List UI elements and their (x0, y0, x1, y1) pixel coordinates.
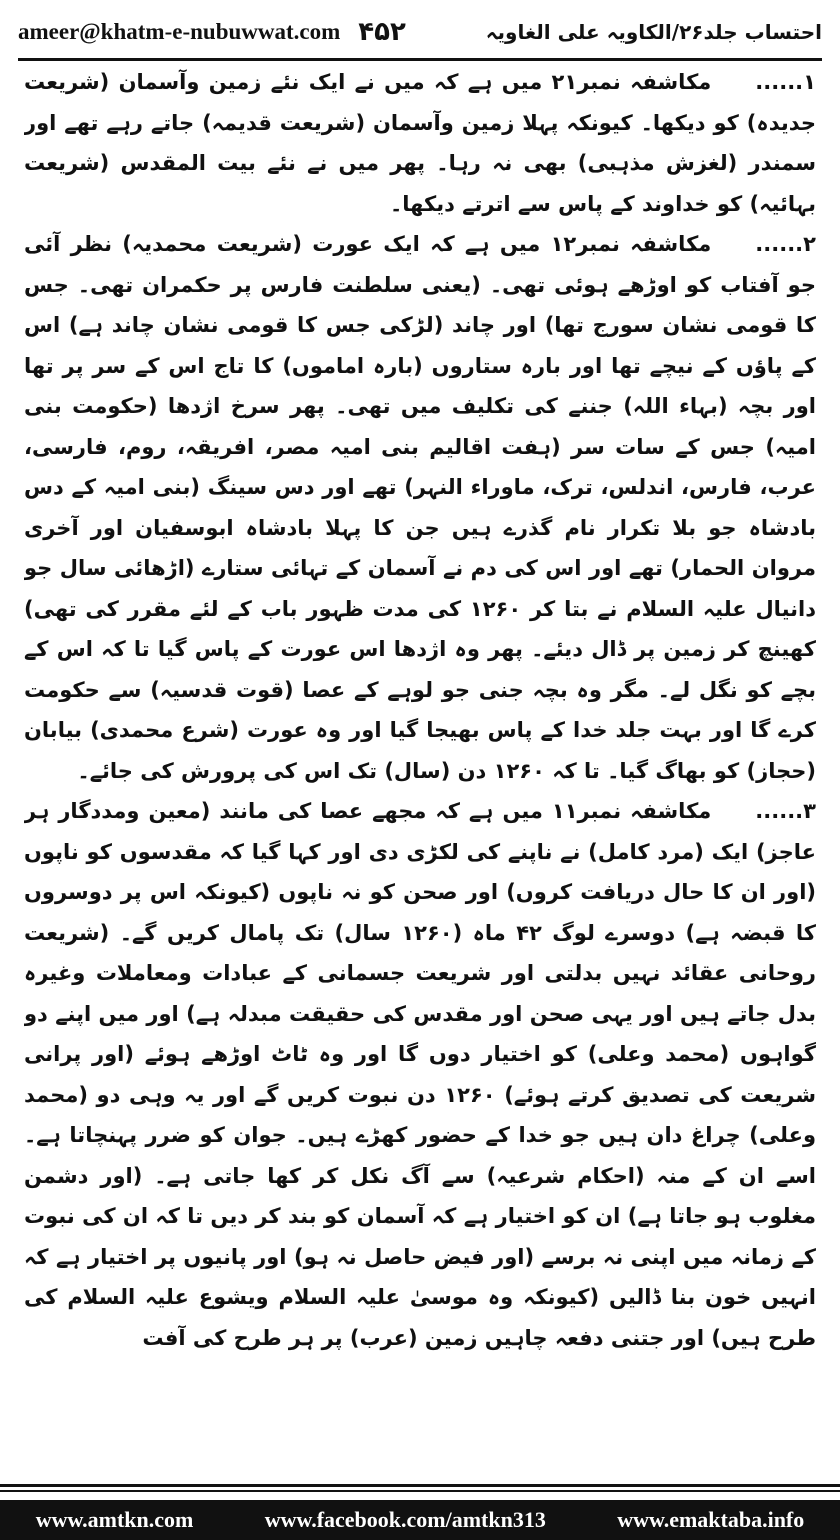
page-number: ۴۵۲ (358, 17, 406, 47)
paragraph-text: مکاشفہ نمبر۲۱ میں ہے کہ میں نے ایک نئے زمین وآسمان (شریعت جدیدہ) کو دیکھا۔ کیونکہ پہلا زمین وآسمان (شریعت قدیمہ) جاتے رہے تھے اور سمندر (لغزش مذہبی) بھی نہ رہا۔ پھر میں نے نئے بیت المقدس (شریعت بہائیہ) کو خداوند کے پاس سے اترتے دیکھا۔ (24, 70, 816, 216)
footer-rule (0, 1490, 840, 1492)
paragraph-number: ۱...... (755, 70, 816, 94)
paragraph-number: ۲...... (755, 232, 816, 256)
footer-rules (0, 1484, 840, 1492)
header-rule (18, 58, 822, 61)
paragraph-3 (24, 791, 816, 1358)
paragraph-text: مکاشفہ نمبر۱۱ میں ہے کہ مجھے عصا کی مانند (معین ومددگار ہر عاجز) ایک (مرد کامل) نے ناپنے کی لکڑی دی اور کہا گیا کہ مقدسوں کو ناپوں (اور ان کا حال دریافت کروں) اور صحن کو نہ ناپوں (کیونکہ اس پر دوسروں کا قبضہ ہے) دوسرے لوگ ۴۲ ماہ (۱۲۶۰ سال) تک پامال کریں گے۔ (شریعت روحانی عقائد نہیں بدلتی اور شریعت جسمانی کے عبادات ومعاملات وغیرہ بدل جاتے ہیں اور یہی صحن اور مقدس کی حقیقت مبدلہ ہے) اور میں اپنے دو گواہوں (محمد وعلی) کو اختیار دوں گا اور وہ ٹاٹ اوڑھے ہوئے (اور پرانی شریعت کی تصدیق کرتے ہوئے) ۱۲۶۰ دن نبوت کریں گے اور یہ وہی دو (محمد وعلی) چراغ دان ہیں جو خدا کے حضور کھڑے ہیں۔ جوان کو ضرر پہنچاتا ہے۔ اسے ان کے منہ (احکام شرعیہ) سے آگ نکل کر کھا جاتی ہے۔ (اور دشمن مغلوب ہو جاتا ہے) ان کو اختیار ہے کہ آسمان کو بند کر دیں تا کہ ان کی نبوت کے زمانہ میں اپنی نہ برسے (اور فیض حاصل نہ ہو) اور پانیوں پر اختیار ہے کہ انہیں خون بنا ڈالیں (کیونکہ وہ موسیٰ علیہ السلام ویشوع علیہ السلام کی طرح ہیں) اور جتنی دفعہ چاہیں زمین (عرب) پر ہر طرح کی آفت (24, 799, 816, 1350)
footer-link-facebook[interactable]: www.facebook.com/amtkn313 (264, 1507, 546, 1532)
page-footer (0, 1500, 840, 1540)
footer-link-amtkn[interactable]: www.amtkn.com (35, 1507, 194, 1532)
footer-link-emaktaba[interactable]: www.emaktaba.info (617, 1507, 805, 1532)
footer-rule (0, 1484, 840, 1487)
book-title: احتساب جلد۲۶/الکاویہ علی الغاویہ (485, 20, 822, 44)
page-body (24, 62, 816, 1478)
page-header (18, 10, 822, 54)
paragraph-text: مکاشفہ نمبر۱۲ میں ہے کہ ایک عورت (شریعت محمدیہ) نظر آئی جو آفتاب کو اوڑھے ہوئی تھی۔ (یعنی سلطنت فارس پر حکمران تھی۔ جس کا قومی نشان سورج تھا) اور چاند (لڑکی جس کا قومی نشان چاند ہے) اس کے پاؤں کے نیچے تھا اور بارہ ستاروں (بارہ اماموں) کا تاج اس کے سر پر تھا اور بچہ (بہاء اللہ) جننے کی تکلیف میں تھی۔ پھر سرخ اژدھا (حکومت بنی امیہ) جس کے سات سر (ہفت اقالیم بنی امیہ مصر، افریقہ، روم، فارسی، عرب، فارس، اندلس، ترک، ماوراء النہر) تھے اور دس سینگ (بنی امیہ کے دس بادشاہ جو بلا تکرار نام گذرے ہیں جن کا پہلا بادشاہ ابوسفیان اور آخری مروان الحمار) تھے اور اس کی دم نے آسمان کے تہائی ستارے (اڑھائی سال جو دانیال علیہ السلام نے بتا کر ۱۲۶۰ کی مدت ظہور باب کے لئے مقرر کی تھی) کھینچ کر زمین پر ڈال دیئے۔ پھر وہ اژدھا اس عورت کے پاس گیا تا کہ اس کے بچے کو نگل لے۔ مگر وہ بچہ جنی جو لوہے کے عصا (قوت قدسیہ) سے حکومت کرے گا اور بہت جلد خدا کے پاس بھیجا گیا اور وہ عورت (شرع محمدی) بیابان (حجاز) کو بھاگ گیا۔ تا کہ ۱۲۶۰ دن (سال) تک اس کی پرورش کی جائے۔ (24, 232, 816, 783)
paragraph-1 (24, 62, 816, 224)
paragraph-number: ۳...... (755, 799, 816, 823)
paragraph-2 (24, 224, 816, 791)
header-left (18, 17, 406, 47)
header-email: ameer@khatm-e-nubuwwat.com (18, 19, 341, 44)
